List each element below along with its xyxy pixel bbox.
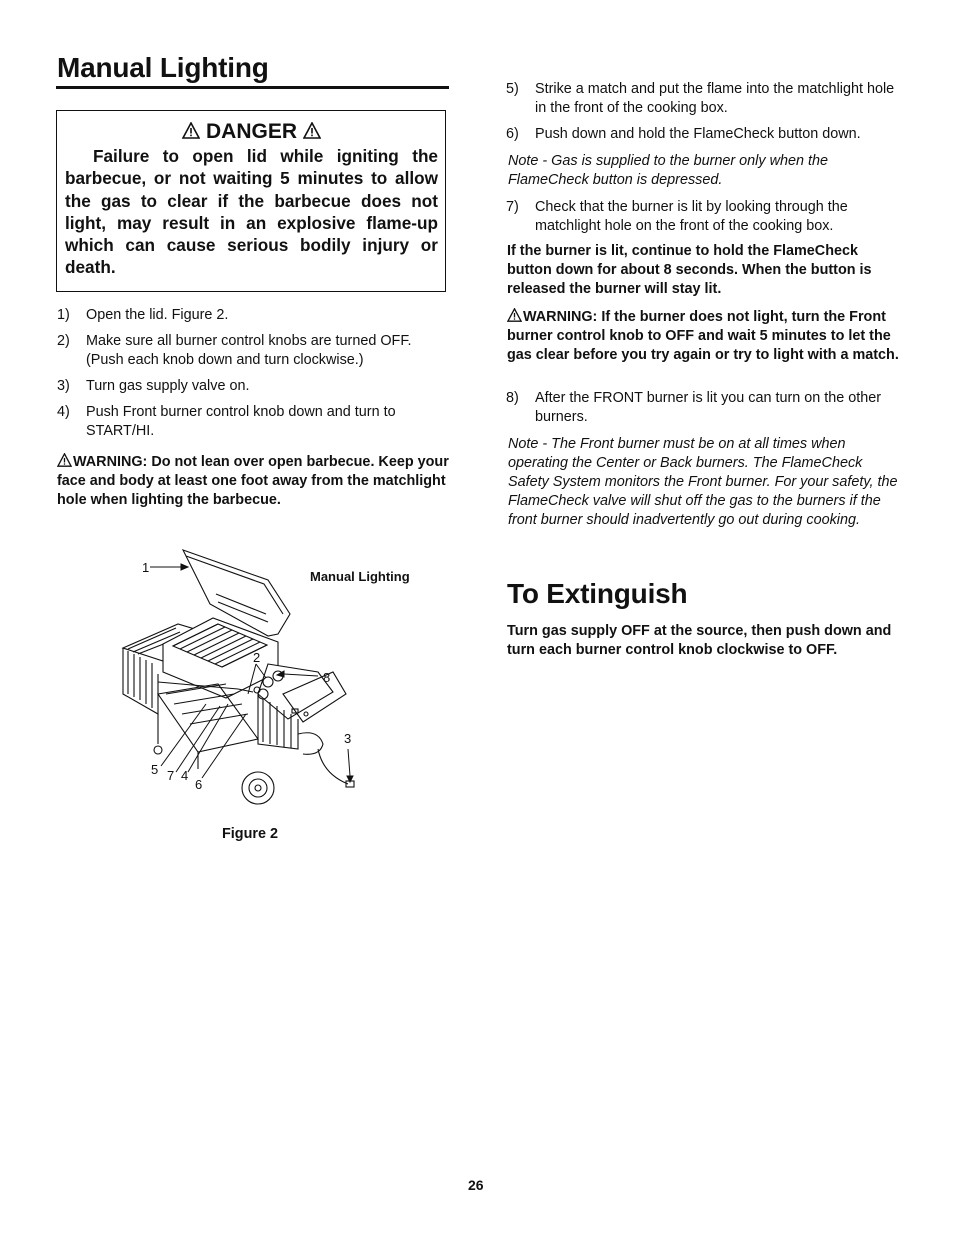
note-front-burner: Note - The Front burner must be on at all times when operating the Center or Back burners. The FlameCheck Safety System monitors the Front burner. For your safety, the FlameCheck valve will shut off the gas to the burners if the front burner should inadvertently go out during cooking.: [508, 436, 898, 528]
right-steps-c: [506, 389, 898, 434]
callout-8: 8: [323, 670, 331, 685]
section-title-extinguish: To Extinguish: [507, 578, 688, 609]
left-steps: [57, 306, 447, 448]
title-rule: [56, 86, 449, 89]
callout-4: 4: [181, 768, 189, 783]
figure-label: Manual Lighting: [310, 569, 410, 584]
step-item: 6) Push down and hold the FlameCheck button down.: [506, 126, 861, 142]
warning-triangle-icon: [57, 453, 72, 467]
note-flamecheck: Note - Gas is supplied to the burner only when the FlameCheck button is depressed.: [508, 153, 828, 188]
burner-lit-instruction: If the burner is lit, continue to hold the FlameCheck button down for about 8 seconds. When the button is released the burner will stay lit.: [507, 243, 872, 297]
danger-heading: [65, 119, 438, 145]
step-item: 1) Open the lid. Figure 2.: [57, 307, 229, 323]
step-item: 7) Check that the burner is lit by looking through the matchlight hole on the front of the cooking box.: [506, 199, 848, 234]
page-number: 26: [468, 1177, 484, 1193]
step-item: 8) After the FRONT burner is lit you can turn on the other burners.: [506, 390, 882, 425]
danger-box: [56, 110, 446, 292]
figure-caption: Figure 2: [222, 826, 278, 842]
warning-triangle-icon: [507, 308, 522, 322]
step-item: 4) Push Front burner control knob down and turn to START/HI.: [57, 404, 396, 439]
page-title: Manual Lighting: [57, 52, 269, 83]
warning-triangle-icon: [182, 122, 200, 139]
danger-text: Failure to open lid while igniting the barbecue, or not waiting 5 minutes to allow the gas to clear if the barbecue does not light, may result in an explosive flame-up which can cause serious bodily injury or death.: [65, 146, 438, 278]
callout-1: 1: [142, 560, 150, 575]
warning-right: WARNING: If the burner does not light, turn the Front burner control knob to OFF and wait 5 minutes to let the gas clear before you try again or try to light with a match.: [507, 309, 899, 363]
step-item: 3) Turn gas supply valve on.: [57, 378, 250, 394]
warning-left: WARNING: Do not lean over open barbecue. Keep your face and body at least one foot away from the matchlight hole when lighting the barbecue.: [57, 454, 449, 508]
callout-3: 3: [344, 731, 352, 746]
extinguish-instruction: Turn gas supply OFF at the source, then push down and turn each burner control knob clockwise to OFF.: [507, 623, 892, 658]
callout-2: 2: [253, 650, 261, 665]
warning-triangle-icon: [303, 122, 321, 139]
callout-6: 6: [195, 777, 203, 792]
step-item: 2) Make sure all burner control knobs are turned OFF. (Push each knob down and turn clockwise.): [57, 333, 412, 368]
right-steps-a: [506, 80, 898, 151]
callout-7: 7: [167, 768, 175, 783]
callout-5: 5: [151, 762, 159, 777]
danger-title: DANGER: [205, 120, 297, 143]
right-steps-b: [506, 198, 898, 243]
step-item: 5) Strike a match and put the flame into the matchlight hole in the front of the cooking box.: [506, 81, 895, 116]
